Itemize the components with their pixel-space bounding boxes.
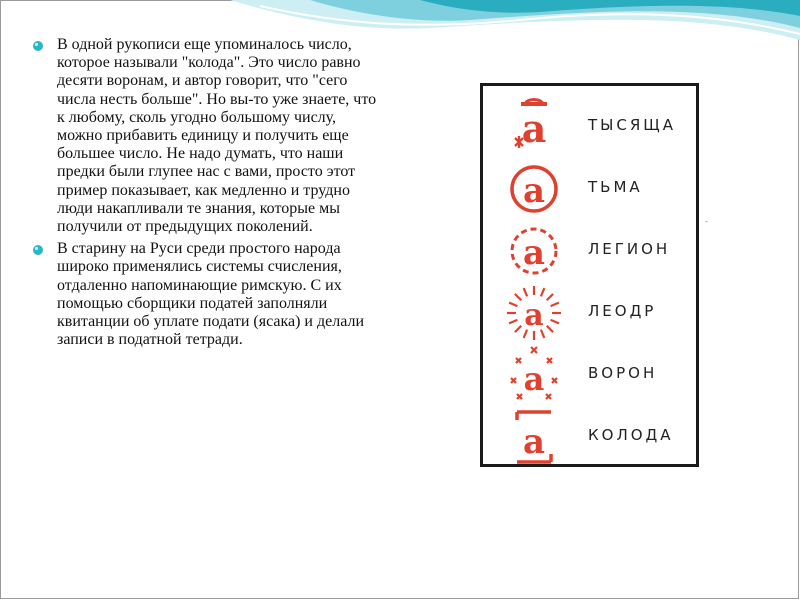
ray: [515, 326, 521, 332]
row-label: ЛЕОДР: [588, 302, 657, 320]
ray: [524, 288, 527, 296]
letter-a: а: [522, 422, 546, 462]
row-label: ТЬМА: [588, 178, 643, 196]
ray: [551, 303, 559, 306]
figure-row-leodr: [483, 282, 696, 344]
solid-circle-symbol-icon: [503, 158, 565, 220]
letter-a: а: [522, 233, 546, 273]
crosses-around-symbol-icon: [503, 344, 565, 406]
square-brackets-symbol-icon: [503, 406, 565, 468]
bullet-item: [32, 240, 382, 349]
letter-a: а: [522, 171, 546, 211]
stray-mark: -: [705, 217, 708, 226]
dashed-circle-symbol-icon: [503, 220, 565, 282]
ray-circle-symbol-icon: [503, 282, 565, 344]
titlo-cross-symbol-icon: [503, 96, 565, 158]
bullet-text: В одной рукописи еще упоминалось число, которое называли "колода". Это число равно десяти воронам, и автор говорит, что "сего числа несть больше". Но вы-то уже знаете, что к любому, сколь угодно большому числу, можно прибавить единицу и получить еще большее число. Не надо думать, что наши предки были глупее нас с вами, просто этот пример показывает, как медленно и трудно люди накапливали те знания, которые мы получили от предыдущих поколений.: [57, 36, 377, 236]
row-label: ЛЕГИОН: [588, 240, 671, 258]
teal-bullet-icon: [32, 40, 44, 52]
bullet-text: В старину на Руси среди простого народа широко применялись системы счисления, отдаленно напоминающие римскую. С их помощью сборщики податей заполняли квитанции об уплате подати (ясака) и делали записи в податной тетради.: [57, 240, 365, 349]
bullet-list: [32, 36, 382, 353]
letter-a: а: [524, 298, 544, 333]
ray: [509, 320, 517, 323]
row-label: ВОРОН: [588, 364, 658, 382]
row-label: КОЛОДА: [588, 426, 674, 444]
row-label: ТЫСЯЩА: [588, 116, 676, 134]
numeral-notation-figure: [480, 83, 699, 467]
figure-row-voron: [483, 344, 696, 406]
ray: [509, 303, 517, 306]
ray: [541, 288, 544, 296]
figure-row-legion: [483, 220, 696, 282]
figure-row-koloda: [483, 406, 696, 468]
figure-row-tma: [483, 158, 696, 220]
teal-bullet-icon: [32, 244, 44, 256]
ray: [547, 326, 553, 332]
letter-a: а: [521, 106, 547, 151]
ray: [515, 294, 521, 300]
ray: [551, 320, 559, 323]
letter-a: а: [523, 360, 545, 398]
bullet-item: [32, 36, 382, 236]
ray: [547, 294, 553, 300]
figure-row-thousand: [483, 96, 696, 158]
